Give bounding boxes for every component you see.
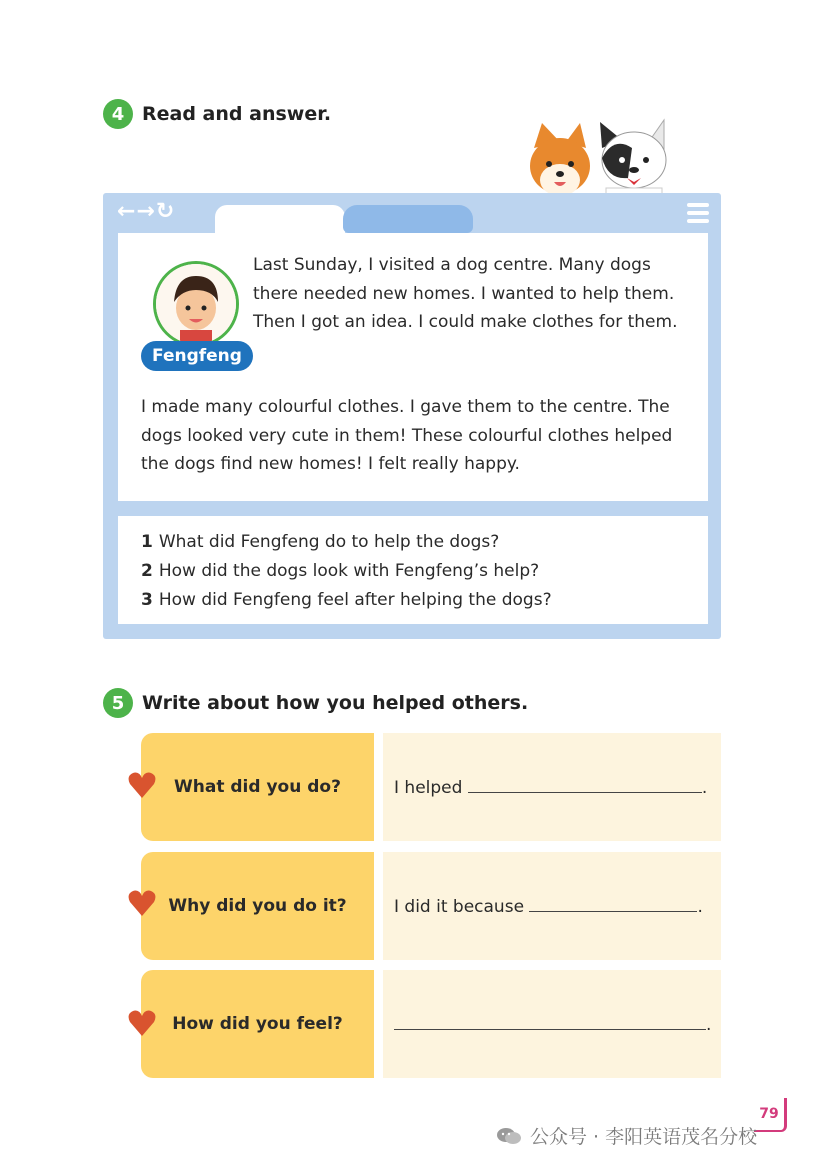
questions-box: [118, 516, 708, 624]
row-answer-area[interactable]: [383, 733, 721, 841]
question-item: [141, 557, 552, 586]
heart-icon: [127, 888, 157, 918]
question-text: What did Fengfeng do to help the dogs?: [158, 532, 500, 552]
fengfeng-avatar-group: [141, 261, 251, 376]
answer-prefix: I did it because: [394, 897, 525, 917]
row-question: What did you do?: [141, 733, 374, 841]
section-5-title: Write about how you helped others.: [142, 692, 529, 714]
page-number: 79: [754, 1098, 787, 1132]
section-5-number-badge: 5: [103, 688, 133, 718]
browser-tab-active: [215, 205, 345, 233]
answer-line: [394, 776, 707, 798]
question-item: [141, 528, 552, 557]
story-paragraph-2: I made many colourful clothes. I gave them to the centre. The dogs looked very cute in them! These colourful clothes helped the dogs find new homes! I felt really happy.: [141, 397, 673, 474]
watermark: [496, 1122, 757, 1149]
browser-window: [103, 193, 721, 639]
avatar: [153, 261, 239, 347]
section-5-header: [103, 688, 528, 718]
question-text: How did Fengfeng feel after helping the dogs?: [158, 590, 552, 610]
answer-suffix: .: [706, 1015, 712, 1035]
row-answer-area[interactable]: [383, 970, 721, 1078]
question-item: [141, 586, 552, 615]
story-paragraph-1: Last Sunday, I visited a dog centre. Many dogs there needed new homes. I wanted to help them. Then I got an idea. I could make clothes for them.: [253, 255, 678, 332]
answer-blank[interactable]: [394, 1013, 706, 1030]
writing-row: [141, 733, 721, 841]
wechat-icon: [496, 1126, 522, 1146]
answer-prefix: I helped: [394, 778, 463, 798]
question-number: 2: [141, 561, 153, 581]
heart-icon: [127, 1008, 157, 1038]
watermark-text: 公众号 · 李阳英语茂名分校: [530, 1126, 758, 1148]
character-name-pill: Fengfeng: [141, 341, 253, 371]
question-list: [141, 528, 552, 615]
answer-line: [394, 1013, 711, 1035]
row-answer-area[interactable]: [383, 852, 721, 960]
heart-icon: [127, 770, 157, 800]
section-4-title: Read and answer.: [142, 103, 332, 125]
menu-icon: [687, 203, 709, 227]
answer-blank[interactable]: [529, 895, 697, 912]
story-box: [118, 233, 708, 501]
question-number: 1: [141, 532, 153, 552]
browser-nav-icons: ←→↻: [117, 199, 176, 224]
row-question: Why did you do it?: [141, 852, 374, 960]
row-question: How did you feel?: [141, 970, 374, 1078]
answer-suffix: .: [697, 897, 703, 917]
answer-line: [394, 895, 703, 917]
question-number: 3: [141, 590, 153, 610]
writing-row: [141, 852, 721, 960]
answer-blank[interactable]: [468, 776, 702, 793]
section-4-header: [103, 99, 331, 129]
answer-suffix: .: [701, 778, 708, 798]
writing-row: [141, 970, 721, 1078]
boy-face-icon: [156, 264, 236, 344]
browser-tab-inactive: [343, 205, 473, 233]
section-4-number-badge: 4: [103, 99, 133, 129]
question-text: How did the dogs look with Fengfeng’s help?: [158, 561, 540, 581]
